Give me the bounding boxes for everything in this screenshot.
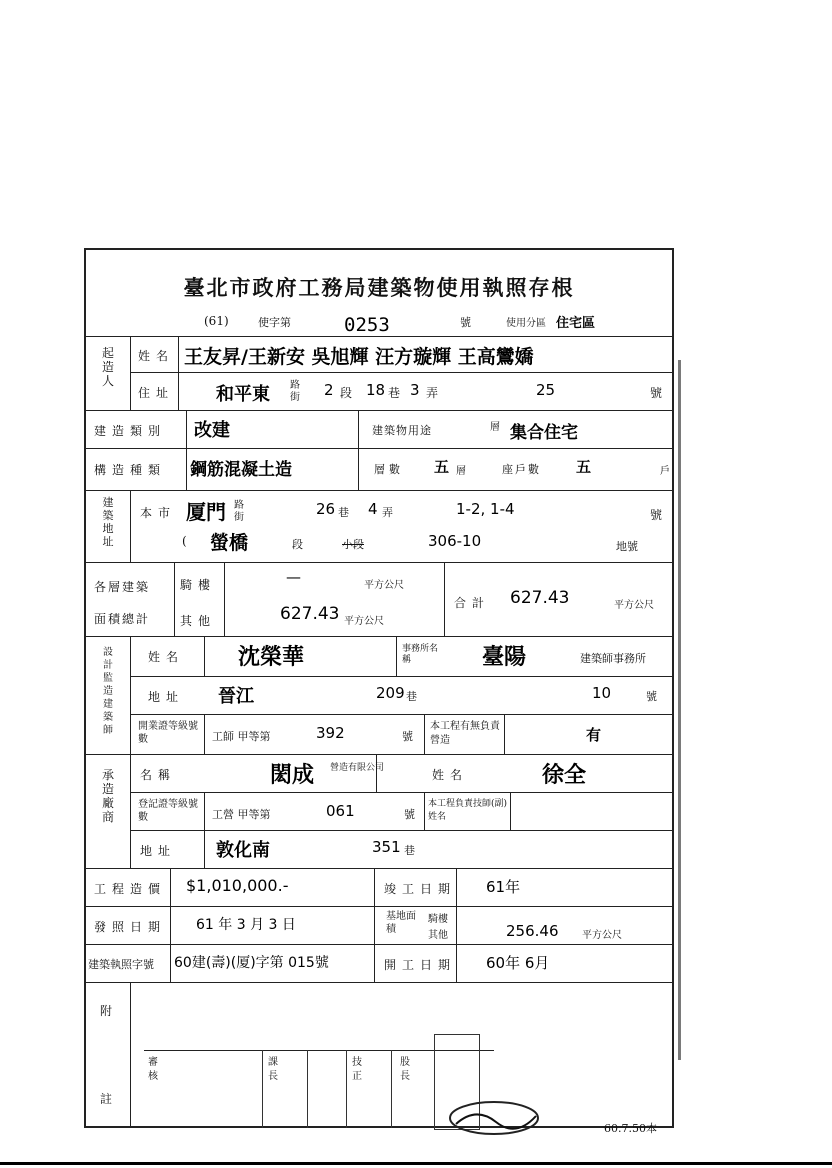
permit-word: 使字第 <box>258 316 291 329</box>
contractor-name-label: 名稱 <box>140 768 177 782</box>
permit-year: (61) <box>204 314 229 328</box>
site-nums: 1-2, 1-4 <box>456 500 515 518</box>
permit-hao: 號 <box>460 316 471 329</box>
rule <box>130 830 672 831</box>
site-lane: 26 <box>316 500 336 518</box>
footer-note: 60.7.50本 <box>604 1122 657 1135</box>
area-label-2: 面積總計 <box>94 612 151 626</box>
cost-value: $1,010,000.- <box>186 876 289 895</box>
contractor-addr: 敦化南 <box>216 840 270 861</box>
rule <box>130 676 672 677</box>
contractor-addr-label: 地址 <box>140 844 177 858</box>
rule <box>86 448 672 449</box>
scan-edge-mark <box>678 360 711 1060</box>
units-value: 五 <box>576 458 592 476</box>
zone-label: 使用分區 <box>506 318 546 329</box>
site-city: 本市 <box>140 506 177 520</box>
permit-number: 0253 <box>344 314 390 336</box>
area-total-label: 合計 <box>454 596 491 610</box>
architect-name-label: 姓名 <box>148 650 185 664</box>
architect-name: 沈榮華 <box>238 645 305 670</box>
issue-value: 61 年 3 月 3 日 <box>196 917 296 933</box>
permit-form: 臺北市政府工務局建築物使用執照存根 (61) 使字第 0253 號 使用分區 住宅區 起造人 姓名 王友昇/王新安 吳旭輝 汪方璇輝 王高鸞嬌 住址 和平東 路 街 2 段 18 巷 3 弄 25 號 建造類別 改建 建築物用途 層 集合住宅 構造種類 鋼筋混凝土造 層數 五 層 座戶數 五 戶 建築地址 本市 厦門 路 街 26 巷 4 弄 1-2, 1-4 號 ( 螢橋 段 小段 306-10 地號 各層建築 面積總計 騎樓 其他 — 平方公尺 627.43 平方公尺 合計 627.43 平方公尺 設計監造建築師 姓名 沈榮華 事務所名稱 臺陽 建築師事務所 地址 晉江 209 巷 10 號 開業證等級號數 工師 甲等第 392 號 本工程有無負責營造 有 承造廠商 名稱 閎成 營造有限公司 姓名 徐全 登記證等級號數 工營 甲等第 061 號 本工程負責技師(副)姓名 地址 敦化南 351 巷 工程造價 $1,010,000.- 竣工日期 61年 發照日期 61 年 3 月 3 日 基地面積 騎樓 其他 256.46 平方公尺 建築執照字號 60建(壽)(厦)字第 015號 開工日期 60年 6月 附 註 審核 課長 技正 股長 <box>84 248 674 1128</box>
area-arcade-label: 騎樓 <box>180 578 217 592</box>
contractor-person: 徐全 <box>542 763 587 788</box>
area-other-label: 其他 <box>180 614 217 628</box>
use-label: 建築物用途 <box>372 424 432 437</box>
owner-addr-label: 住址 <box>138 386 175 400</box>
architect-office: 臺陽 <box>482 645 527 670</box>
rule <box>130 792 672 793</box>
bp-value: 60建(壽)(厦)字第 015號 <box>174 955 329 971</box>
form-title: 臺北市政府工務局建築物使用執照存根 <box>183 275 575 300</box>
category-value: 改建 <box>194 420 230 441</box>
category-label: 建造類別 <box>94 424 167 438</box>
round-seal <box>436 1096 546 1142</box>
seal-stamp-2 <box>346 1050 392 1128</box>
notes-label-2: 註 <box>100 1092 113 1106</box>
done-value: 61年 <box>486 878 521 896</box>
structure-value: 鋼筋混凝土造 <box>190 460 292 480</box>
contractor-reg-label: 登記證等級號數 <box>138 799 198 823</box>
notes-label-1: 附 <box>100 1004 113 1018</box>
bottom-scan-line <box>0 1162 832 1165</box>
seal-label-chief: 課長 <box>268 1057 278 1082</box>
area-other-value: 627.43 <box>280 604 340 624</box>
architect-addr-label: 地址 <box>148 690 185 704</box>
owner-group-label: 起造人 <box>101 346 114 388</box>
site-label: 建築地址 <box>102 496 114 548</box>
issue-label: 發照日期 <box>94 920 167 934</box>
owner-names: 王友昇/王新安 吳旭輝 汪方璇輝 王高鸞嬌 <box>184 346 534 368</box>
done-label: 竣工日期 <box>384 882 457 896</box>
floors-label: 層數 <box>374 463 404 476</box>
seal-label-engineer: 技正 <box>352 1057 362 1082</box>
contractor-reg-no: 061 <box>326 802 355 820</box>
area-label-1: 各層建築 <box>94 580 151 594</box>
rule <box>86 754 672 755</box>
architect-lic-label: 開業證等級號數 <box>138 721 198 745</box>
units-label: 座戶數 <box>502 463 541 476</box>
site-duan: 螢橋 <box>210 532 249 554</box>
bp-label: 建築執照字號 <box>88 958 154 971</box>
architect-resp: 有 <box>586 726 602 744</box>
rule <box>86 982 672 983</box>
rule <box>86 868 672 869</box>
rule <box>86 636 672 637</box>
seal-label-section: 股長 <box>400 1057 410 1082</box>
site-land-no: 306-10 <box>428 532 482 550</box>
rule <box>86 336 672 337</box>
cost-label: 工程造價 <box>94 882 167 896</box>
area-total-value: 627.43 <box>510 588 570 608</box>
seal-label-review: 審核 <box>148 1057 158 1082</box>
rule <box>86 944 672 945</box>
architect-addr: 晉江 <box>218 686 254 707</box>
rule <box>130 372 672 373</box>
zone-value: 住宅區 <box>556 316 596 331</box>
contractor-name: 閎成 <box>270 763 315 788</box>
rule <box>86 410 672 411</box>
rule <box>86 906 672 907</box>
rule <box>86 490 672 491</box>
contractor-group: 承造廠商 <box>101 768 114 824</box>
base-area-value: 256.46 <box>506 922 559 940</box>
area-arcade-value: — <box>286 568 301 586</box>
architect-lic-no: 392 <box>316 724 345 742</box>
floors-value: 五 <box>434 458 450 476</box>
contractor-person-label: 姓名 <box>432 768 469 782</box>
owner-addr: 和平東 <box>216 384 270 405</box>
architect-group: 設計監造建築師 <box>103 647 113 736</box>
use-value: 集合住宅 <box>510 423 578 443</box>
start-value: 60年 6月 <box>486 954 550 972</box>
owner-addr-no: 25 <box>536 381 556 399</box>
owner-name-label: 姓名 <box>138 349 175 363</box>
site-alley: 4 <box>368 500 378 518</box>
rule <box>130 714 672 715</box>
structure-label: 構造種類 <box>94 463 167 477</box>
start-label: 開工日期 <box>384 958 457 972</box>
site-street: 厦門 <box>186 500 226 524</box>
seal-stamp-1 <box>262 1050 308 1128</box>
